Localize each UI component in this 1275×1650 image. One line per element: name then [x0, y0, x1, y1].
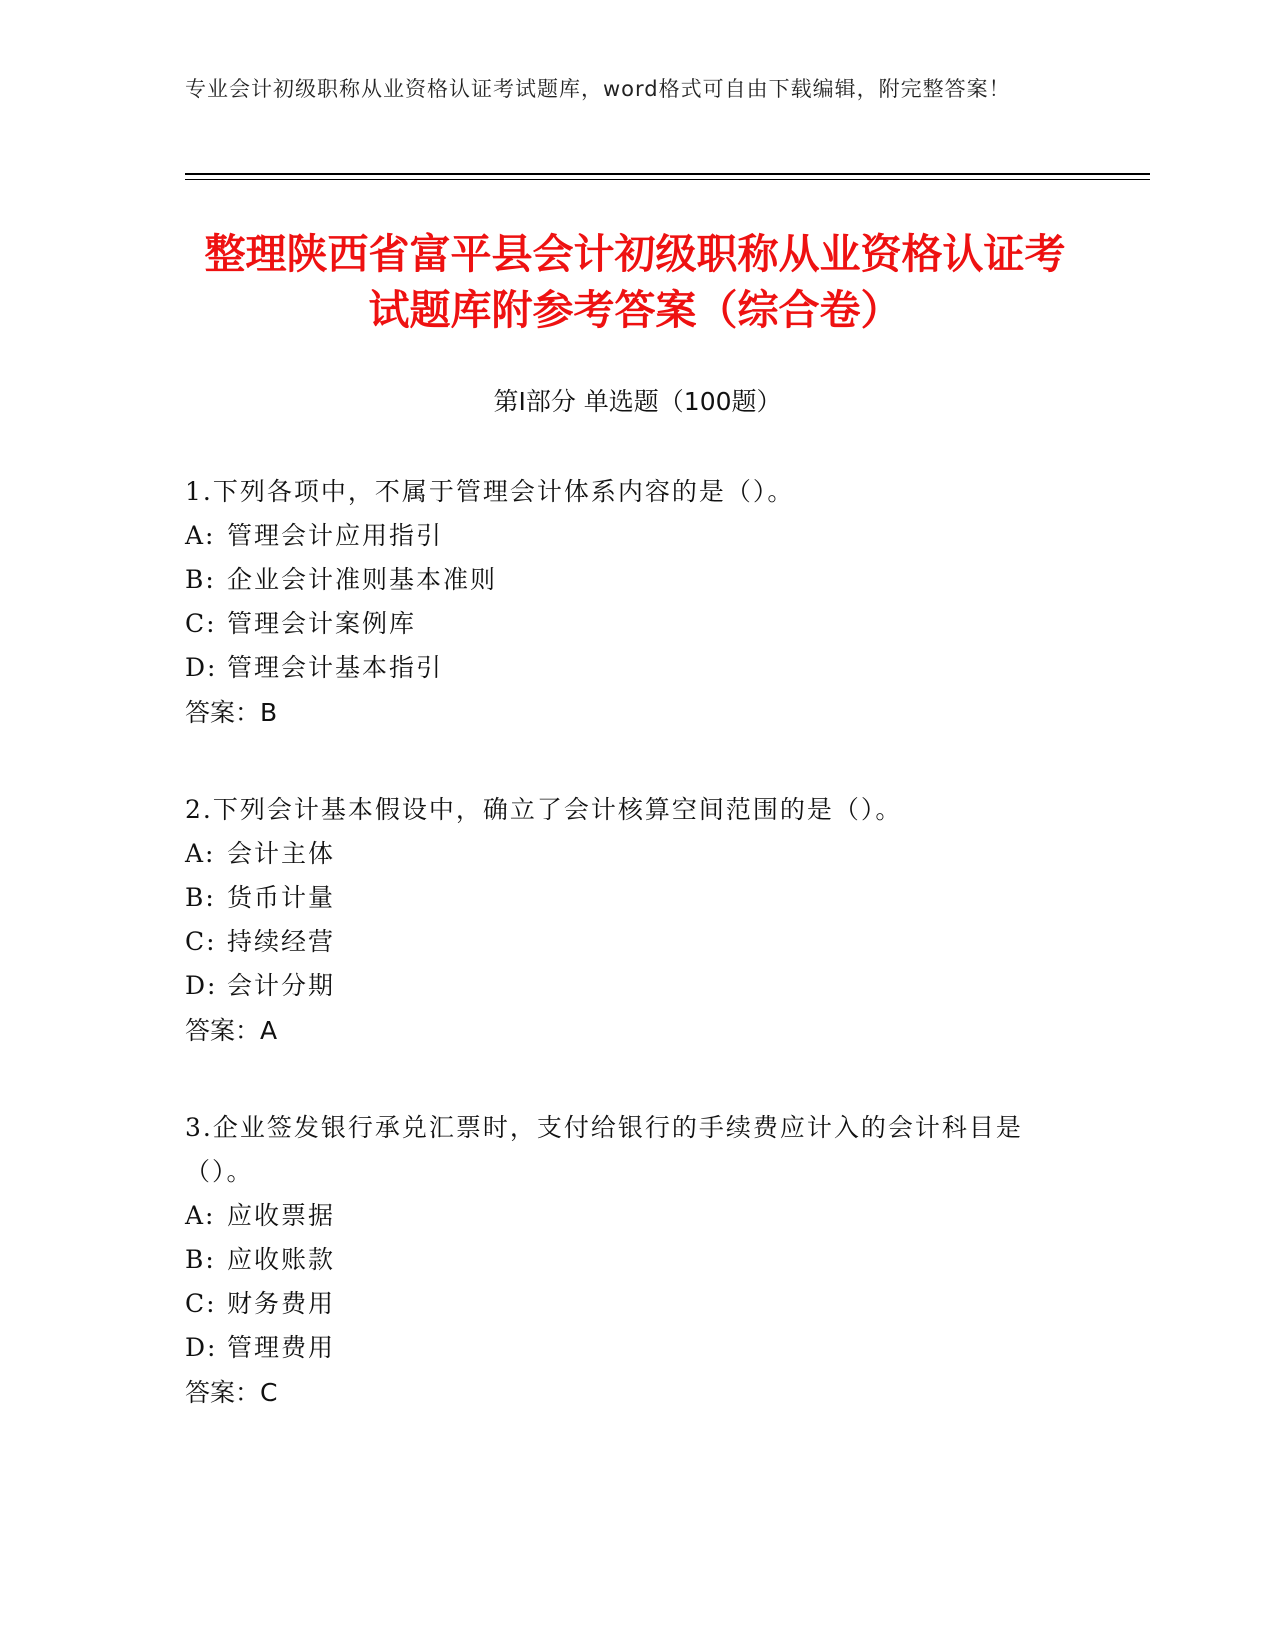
question-3: [185, 1106, 1065, 1416]
question-stem: 1.下列各项中，不属于管理会计体系内容的是（）。: [185, 477, 795, 506]
option-text: 企业会计准则基本准则: [227, 565, 498, 594]
option-letter: C:: [185, 609, 217, 638]
option-letter: B:: [185, 883, 216, 912]
option-letter: D:: [185, 1333, 218, 1362]
option-d: [185, 646, 1065, 690]
option-a: [185, 514, 1065, 558]
option-b: [185, 876, 1065, 920]
option-a: [185, 832, 1065, 876]
option-text: 货币计量: [227, 883, 336, 912]
option-c: [185, 920, 1065, 964]
question-stem: 3.企业签发银行承兑汇票时，支付给银行的手续费应计入的会计科目是（）。: [185, 1113, 1023, 1186]
answer-line: [185, 1008, 1065, 1054]
question-list: [185, 470, 1065, 1468]
answer-value: B: [260, 698, 278, 727]
option-text: 会计分期: [227, 971, 336, 1000]
option-text: 应收票据: [227, 1201, 336, 1230]
option-b: [185, 1238, 1065, 1282]
option-d: [185, 964, 1065, 1008]
section-title: 第Ⅰ部分 单选题（100题）: [493, 387, 782, 416]
answer-value: A: [260, 1016, 278, 1045]
question-2: [185, 788, 1065, 1054]
option-c: [185, 602, 1065, 646]
question-stem: 2.下列会计基本假设中，确立了会计核算空间范围的是（）。: [185, 795, 903, 824]
option-letter: D:: [185, 971, 218, 1000]
option-text: 持续经营: [227, 927, 336, 956]
answer-label: 答案：: [185, 1016, 261, 1045]
answer-line: [185, 1370, 1065, 1416]
answer-label: 答案：: [185, 698, 261, 727]
option-text: 管理会计基本指引: [227, 653, 444, 682]
option-text: 财务费用: [227, 1289, 336, 1318]
option-a: [185, 1194, 1065, 1238]
option-letter: A:: [185, 521, 216, 550]
option-text: 应收账款: [227, 1245, 336, 1274]
option-d: [185, 1326, 1065, 1370]
option-text: 管理费用: [227, 1333, 336, 1362]
option-letter: A:: [185, 1201, 216, 1230]
option-letter: A:: [185, 839, 216, 868]
document-title: 整理陕西省富平县会计初级职称从业资格认证考试题库附参考答案（综合卷）: [204, 230, 1066, 334]
answer-value: C: [260, 1378, 278, 1407]
option-c: [185, 1282, 1065, 1326]
option-b: [185, 558, 1065, 602]
option-text: 管理会计案例库: [227, 609, 417, 638]
question-1: [185, 470, 1065, 736]
header-divider-thick: [185, 173, 1150, 175]
option-text: 管理会计应用指引: [227, 521, 444, 550]
option-letter: D:: [185, 653, 218, 682]
header-divider-thin: [185, 179, 1150, 180]
option-letter: B:: [185, 1245, 216, 1274]
answer-line: [185, 690, 1065, 736]
option-letter: B:: [185, 565, 216, 594]
header-note: 专业会计初级职称从业资格认证考试题库，word格式可自由下载编辑，附完整答案！: [185, 77, 1011, 101]
option-text: 会计主体: [227, 839, 336, 868]
answer-label: 答案：: [185, 1378, 261, 1407]
option-letter: C:: [185, 1289, 217, 1318]
option-letter: C:: [185, 927, 217, 956]
